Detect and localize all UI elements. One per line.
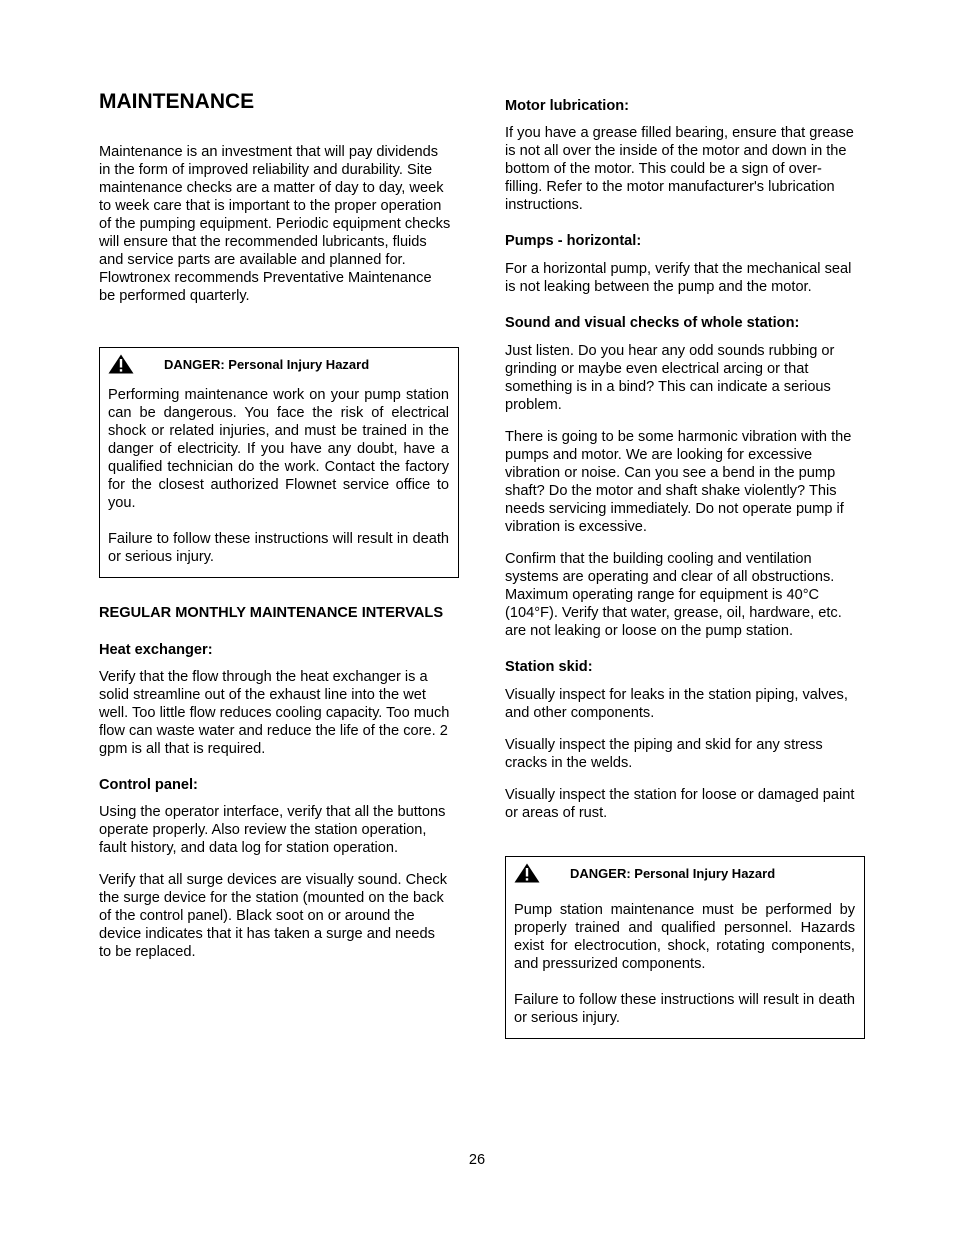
intro-paragraph: Maintenance is an investment that will pay dividends in the form of improved reliability and durability. Site maintenance checks are a matter of day to day, week to week care that is important to the proper operation of the pumping equipment. Periodic equipment checks will ensure that the recommended lubricants, fluids and service parts are available and planned for. Flowtronex recommends Preventative Maintenance be performed quarterly. (99, 144, 451, 304)
danger-warning-2: Failure to follow these instructions will result in death or serious injury. (514, 992, 855, 1026)
control-panel-heading: Control panel: (99, 777, 198, 793)
warning-triangle-icon (514, 863, 540, 883)
skid-heading: Station skid: (505, 659, 593, 675)
danger-body-1: Performing maintenance work on your pump station can be dangerous. You face the risk of electrical shock or related injuries, and must be trained in the danger of electricity. If you have any doubt, have a qualified technician do the work. Contact the factory for the closest authorized Flownet service office to you. (108, 387, 449, 511)
control-panel-text-2: Verify that all surge devices are visually sound. Check the surge device for the station (mounted on the back of the control panel). Black soot on or around the device indicates that it has taken a surge and needs to be replaced. (99, 872, 447, 960)
page-title: MAINTENANCE (99, 90, 255, 113)
heat-exchanger-heading: Heat exchanger: (99, 642, 213, 658)
motor-heading: Motor lubrication: (505, 98, 630, 114)
motor-text: If you have a grease filled bearing, ensure that grease is not all over the inside of the motor and down in the bottom of the motor. This could be a sign of over-filling. Refer to the motor manufacturer's lubrication instructions. (505, 125, 854, 213)
danger-header-1 (108, 356, 449, 374)
skid-text-1: Visually inspect for leaks in the station piping, valves, and other components. (505, 687, 848, 721)
sound-text-1: Just listen. Do you hear any odd sounds rubbing or grinding or maybe even electrical arcing or that something is in a bind? This can indicate a serious problem. (505, 343, 835, 413)
danger-title-1: DANGER: Personal Injury Hazard (164, 357, 370, 372)
warning-triangle-icon (108, 354, 134, 374)
left-column (99, 90, 451, 961)
skid-text-3: Visually inspect the station for loose or damaged paint or areas of rust. (505, 787, 855, 821)
pumps-text: For a horizontal pump, verify that the mechanical seal is not leaking between the pump and the motor. (505, 261, 852, 295)
danger-box-2 (505, 856, 865, 1039)
danger-header-2 (514, 865, 855, 883)
control-panel-text-1: Using the operator interface, verify that all the buttons operate properly. Also review the station operation, fault history, and data log for station operation. (99, 804, 446, 856)
skid-text-2: Visually inspect the piping and skid for any stress cracks in the welds. (505, 737, 823, 771)
sound-text-2: There is going to be some harmonic vibration with the pumps and motor. We are looking for excessive vibration or noise. Can you see a bend in the pump shaft? Do the motor and shaft shake violently? This needs servicing immediately. Do not operate pump if vibration is excessive. (505, 429, 852, 535)
pumps-heading: Pumps - horizontal: (505, 233, 642, 249)
danger-body-2: Pump station maintenance must be performed by properly trained and qualified personnel. Hazards exist for electrocution, shock, rotating components, and pressurized components. (514, 902, 855, 972)
sound-text-3: Confirm that the building cooling and ventilation systems are operating and clear of all obstructions. Maximum operating range for equipment is 40°C (104°F). Verify that water, grease, oil, hardware, etc. are not leaking or loose on the pump station. (505, 551, 842, 639)
page-number: 26 (468, 1152, 486, 1168)
danger-title-2: DANGER: Personal Injury Hazard (570, 866, 776, 881)
danger-warning-1: Failure to follow these instructions will result in death or serious injury. (108, 531, 449, 565)
heat-exchanger-text: Verify that the flow through the heat exchanger is a solid streamline out of the exhaust line into the wet well. Too little flow reduces cooling capacity. Too much flow can waste water and reduce the life of the core. 2 gpm is all that is required. (99, 669, 450, 757)
monthly-heading: REGULAR MONTHLY MAINTENANCE INTERVALS (99, 605, 444, 621)
right-column (505, 97, 857, 1039)
danger-box-1 (99, 347, 459, 578)
sound-heading: Sound and visual checks of whole station: (505, 315, 800, 331)
